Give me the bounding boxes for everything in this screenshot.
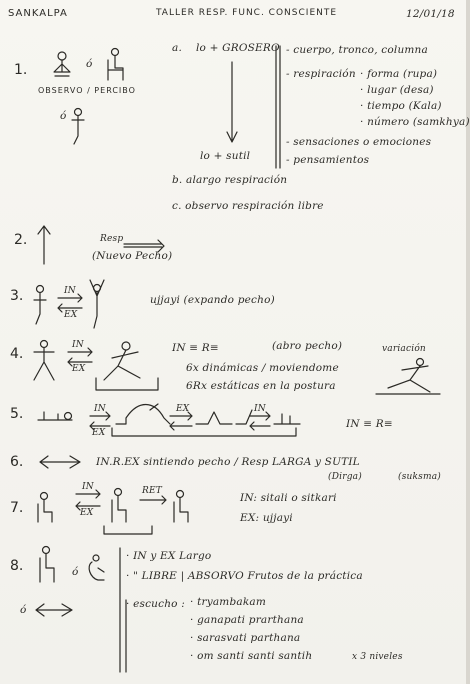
section-5-number: 5.: [10, 406, 24, 422]
section-1-b: b. alargo respiración: [172, 174, 288, 186]
lying-figure-2-icon: [274, 414, 300, 424]
x3-niveles: x 3 niveles: [352, 652, 403, 662]
mantra-3: · sarasvati parthana: [190, 632, 301, 644]
item-cuerpo: - cuerpo, tronco, columna: [286, 44, 428, 56]
figure-arms-up-icon: [90, 280, 104, 328]
variation-figure-icon: [376, 359, 440, 395]
item-lugar: · lugar (desa): [360, 84, 434, 96]
mantra-1: · tryambakam: [190, 596, 267, 608]
section-1-c: c. observo respiración libre: [172, 200, 324, 212]
line-4-1: 6x dinámicas / moviendome: [186, 362, 339, 374]
chair-figure-icon: [108, 49, 123, 81]
item-sensaciones: - sensaciones o emociones: [286, 136, 432, 148]
standing-figure-icon: [72, 109, 84, 145]
dirga-label: (Dirga): [328, 472, 362, 482]
ex-label-7: EX: [80, 508, 94, 518]
ret-arrow: [140, 496, 166, 504]
ex-label-5: EX: [92, 428, 106, 438]
in-label-7: IN: [82, 482, 94, 492]
arrow-figure-8-icon: [36, 604, 72, 616]
observo-label: OBSERVO / PERCIBO: [38, 86, 136, 95]
section-6-text: IN.R.EX sintiendo pecho / Resp LARGA y SUTIL: [96, 456, 360, 468]
header-date: 12/01/18: [406, 8, 455, 20]
brace-line: [276, 46, 280, 168]
chair-figure-8-icon: [40, 547, 54, 583]
ret-label: RET: [142, 486, 162, 496]
lunge-figure-icon: [104, 342, 140, 380]
in-label-4: IN: [72, 340, 84, 350]
nuevo-pecho: (Nuevo Pecho): [92, 250, 173, 262]
section-7-number: 7.: [10, 500, 24, 516]
section-8-number: 8.: [10, 558, 24, 574]
figure-arms-down-icon: [34, 286, 46, 325]
section-4-number: 4.: [10, 346, 24, 362]
or-8b: ó: [20, 604, 27, 616]
item-respiracion: - respiración: [286, 68, 356, 80]
escucho-label: · escucho :: [126, 598, 185, 610]
in-label-3: IN: [64, 286, 76, 296]
eq-5: IN ≡ R≡: [346, 418, 393, 430]
ex-label-4: EX: [72, 364, 86, 374]
eq-4: IN ≡ R≡: [172, 342, 219, 354]
warrior-figure-icon: [34, 341, 54, 381]
header-left: SANKALPA: [8, 8, 68, 19]
ex-label-5b: EX: [176, 404, 190, 414]
chair-figure-7c-icon: [174, 491, 188, 523]
abro-pecho: (abro pecho): [272, 340, 343, 352]
item-forma: · forma (rupa): [360, 68, 438, 80]
section-2-number: 2.: [14, 232, 28, 248]
resp-label: Resp: [100, 234, 124, 244]
section-3-number: 3.: [10, 288, 24, 304]
in-ex-arrows-7: [76, 490, 100, 510]
standing-arrow-figure-icon: [38, 226, 50, 264]
curled-figure-icon: [89, 555, 104, 580]
mantra-4: · om santi santi santih: [190, 650, 313, 662]
ex-line-7: EX: ujjayi: [240, 512, 293, 524]
line-4-2: 6Rx estáticas en la postura: [186, 380, 336, 392]
suksma-label: (suksma): [398, 472, 442, 482]
bracket-5: [112, 428, 296, 436]
chair-figure-7b-icon: [112, 489, 126, 523]
in-label-5b: IN: [254, 404, 266, 414]
in-ex-arrows-5b: [170, 412, 192, 430]
section-1-a: a.: [172, 42, 182, 54]
lo-sutil: lo + sutil: [200, 150, 251, 162]
or-1: ó: [86, 58, 93, 70]
in-line-7: IN: sitali o sitkari: [240, 492, 337, 504]
seated-figure-icon: [54, 52, 70, 76]
or-8: ó: [72, 566, 79, 578]
item-pensamientos: - pensamientos: [286, 154, 370, 166]
ex-label-3: EX: [64, 310, 78, 320]
bracket-7: [104, 526, 152, 534]
lying-figure-icon: [38, 412, 72, 420]
header-title: TALLER RESP. FUNC. CONSCIENTE: [156, 8, 338, 18]
in-label-5: IN: [94, 404, 106, 414]
variacion-label: variación: [382, 344, 426, 354]
section-6-number: 6.: [10, 454, 24, 470]
item-numero: · número (samkhya): [360, 116, 470, 128]
bridge-figure-icon: [116, 404, 170, 424]
brace-8: [120, 548, 126, 672]
mantra-2: · ganapati prarthana: [190, 614, 304, 626]
bracket-4: [96, 378, 158, 390]
or-1b: ó: [60, 110, 67, 122]
line-8-1: · IN y EX Largo: [126, 550, 212, 562]
down-arrow-icon: [227, 62, 237, 142]
item-tiempo: · tiempo (Kala): [360, 100, 442, 112]
bent-knee-figure-icon: [196, 410, 252, 424]
line-8-2: · " LIBRE | ABSORVO Frutos de la práctica: [126, 570, 363, 582]
arrow-figure-6-icon: [40, 456, 80, 468]
chair-figure-7-icon: [38, 493, 52, 523]
ujjayi-text: ujjayi (expando pecho): [150, 294, 275, 306]
lo-grosero: lo + GROSERO: [196, 42, 280, 54]
section-1-number: 1.: [14, 62, 28, 78]
in-ex-arrows-5c: [250, 412, 270, 430]
